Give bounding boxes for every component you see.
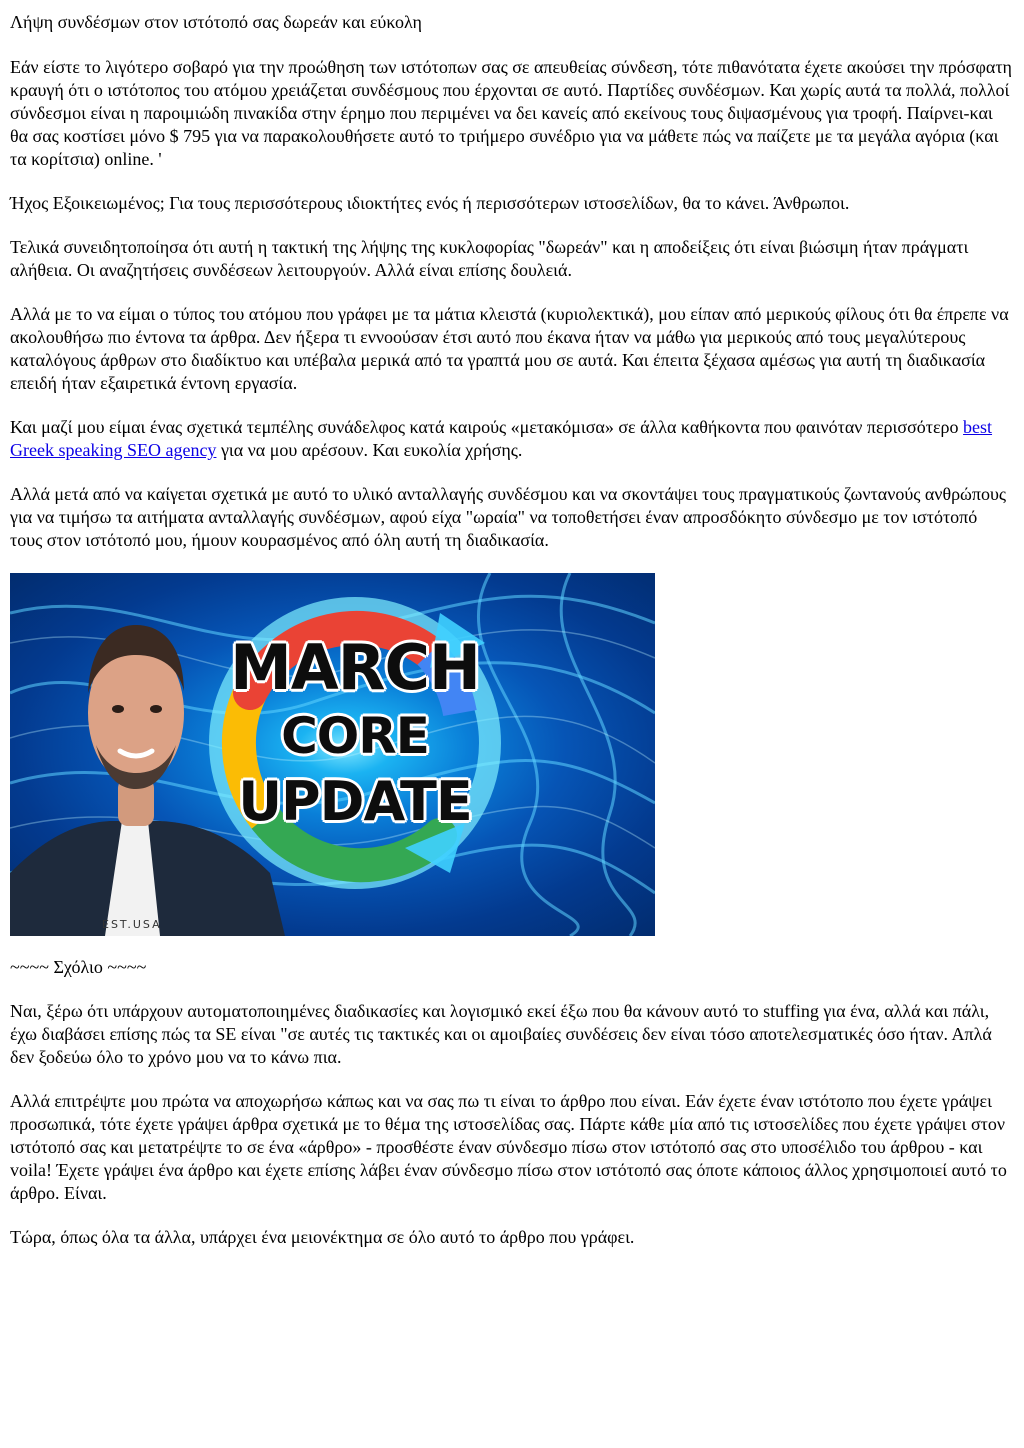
image-headline-core: CORE bbox=[281, 707, 429, 765]
image-headline-update: UPDATE bbox=[238, 770, 472, 833]
paragraph: Αλλά μετά από να καίγεται σχετικά με αυτό το υλικό ανταλλαγής συνδέσμου και να σκοντάψει τους πραγματικούς ζωντανούς ανθρώπους για να τιμήσω τα αιτήματα ανταλλαγής συνδέσμων, αφού είχα "ωραία" να τοποθετήσει έναν απροσδόκητο σύνδεσμο με τον ιστότοπό τους στον ιστότοπό μου, ήμουν κουρασμένος από όλη αυτή τη διαδικασία. bbox=[10, 484, 1007, 550]
paragraph: Αλλά επιτρέψτε μου πρώτα να αποχωρήσω κάπως και να σας πω τι είναι το άρθρο που είναι. Εάν έχετε έναν ιστότοπο που έχετε γράψει προσωπικά, τότε έχετε γράψει άρθρα σχετικά με το θέμα της ιστοσελίδας σας. Πάρτε κάθε μία από τις ιστοσελίδες που έχετε γράψει στον ιστότοπό σας και μετατρέψτε το σε ένα «άρθρο» - προσθέστε έναν σύνδεσμο πίσω στον ιστότοπό σας στο υποσέλιδο του άρθρου - και voila! Έχετε γράψει ένα άρθρο και έχετε επίσης λάβει έναν σύνδεσμο πίσω στον ιστότοπό σας όποτε κάποιος άλλος χρησιμοποιεί αυτό το άρθρο. Είναι. bbox=[10, 1091, 1007, 1203]
paragraph: Ναι, ξέρω ότι υπάρχουν αυτοματοποιημένες διαδικασίες και λογισμικό εκεί έξω που θα κάνουν αυτό το stuffing για ένα, αλλά και πάλι, έχω διαβάσει επίσης πώς τα SE είναι "σε αυτές τις τακτικές και οι αμοιβαίες συνδέσεις δεν είναι τόσο αποτελεσματικές όσο ήταν. Απλά δεν ξοδεύω όλο το χρόνο μου να το κάνω πια. bbox=[10, 1001, 992, 1067]
image-headline-march: MARCH bbox=[230, 631, 480, 704]
paragraph: Εάν είστε το λιγότερο σοβαρό για την προώθηση των ιστότοπων σας σε απευθείας σύνδεση, τότε πιθανότατα έχετε ακούσει την πρόσφατη κραυγή ότι ο ιστότοπος του ατόμου χρειάζεται συνδέσμους που έρχονται σε αυτό. Παρτίδες συνδέσμων. Και χωρίς αυτά τα πολλά, πολλοί σύνδεσμοι είναι η παροιμιώδη πινακίδα στην έρημο που περιμένει να δει κανείς από εκείνους τους διψασμένους για τροφή. Παίρνει-και θα σας κοστίσει μόνο $ 795 για να παρακολουθήσετε αυτό το τριήμερο συνέδριο για να μάθετε πώς να παίζετε με τα μεγάλα αγόρια (και τα κορίτσια) online. ' bbox=[10, 57, 1012, 169]
seo-agency-link[interactable]: best Greek speaking SEO agency bbox=[10, 417, 993, 460]
paragraph-with-link bbox=[10, 416, 1014, 462]
article-title: Λήψη συνδέσμων στον ιστότοπό σας δωρεάν και εύκολη bbox=[10, 12, 422, 32]
paragraph: Τώρα, όπως όλα τα άλλα, υπάρχει ένα μειονέκτημα σε όλο αυτό το άρθρο που γράφει. bbox=[10, 1227, 635, 1247]
link-paragraph-after: για να μου αρέσουν. Και ευκολία χρήσης. bbox=[216, 440, 523, 460]
paragraph: Αλλά με το να είμαι ο τύπος του ατόμου που γράφει με τα μάτια κλειστά (κυριολεκτικά), μου είπαν από μερικούς φίλους ότι θα έπρεπε να ακολουθήσω πιο έντονα τα άρθρα. Δεν ήξερα τι εννοούσαν έτσι αυτό που έκανα ήταν να μάθω για μερικούς από τους μεγαλύτερους καταλόγους άρθρων στο διαδίκτυο και υπέβαλα μερικά από τα γραπτά μου σε αυτά. Και έπειτα ξέχασα αμέσως για αυτή τη διαδικασία επειδή ήταν εξαιρετικά έντονη εργασία. bbox=[10, 304, 1009, 393]
paragraph: Τελικά συνειδητοποίησα ότι αυτή η τακτική της λήψης της κυκλοφορίας "δωρεάν" και η αποδείξεις ότι είναι βιώσιμη ήταν πράγματι αλήθεια. Οι αναζητήσεις συνδέσεων λειτουργούν. Αλλά είναι επίσης δουλειά. bbox=[10, 237, 969, 280]
link-paragraph-before: Και μαζί μου είμαι ένας σχετικά τεμπέλης συνάδελφος κατά καιρούς «μετακόμισα» σε άλλα καθήκοντα που φαινόταν περισσότερο bbox=[10, 417, 964, 437]
march-core-update-image bbox=[10, 573, 655, 936]
paragraph: Ήχος Εξοικειωμένος; Για τους περισσότερους ιδιοκτήτες ενός ή περισσότερων ιστοσελίδων, θα το κάνει. Άνθρωποι. bbox=[10, 193, 850, 213]
comment-divider: ~~~~ Σχόλιο ~~~~ bbox=[10, 957, 147, 977]
shirt-print: EST.USA bbox=[102, 918, 162, 931]
